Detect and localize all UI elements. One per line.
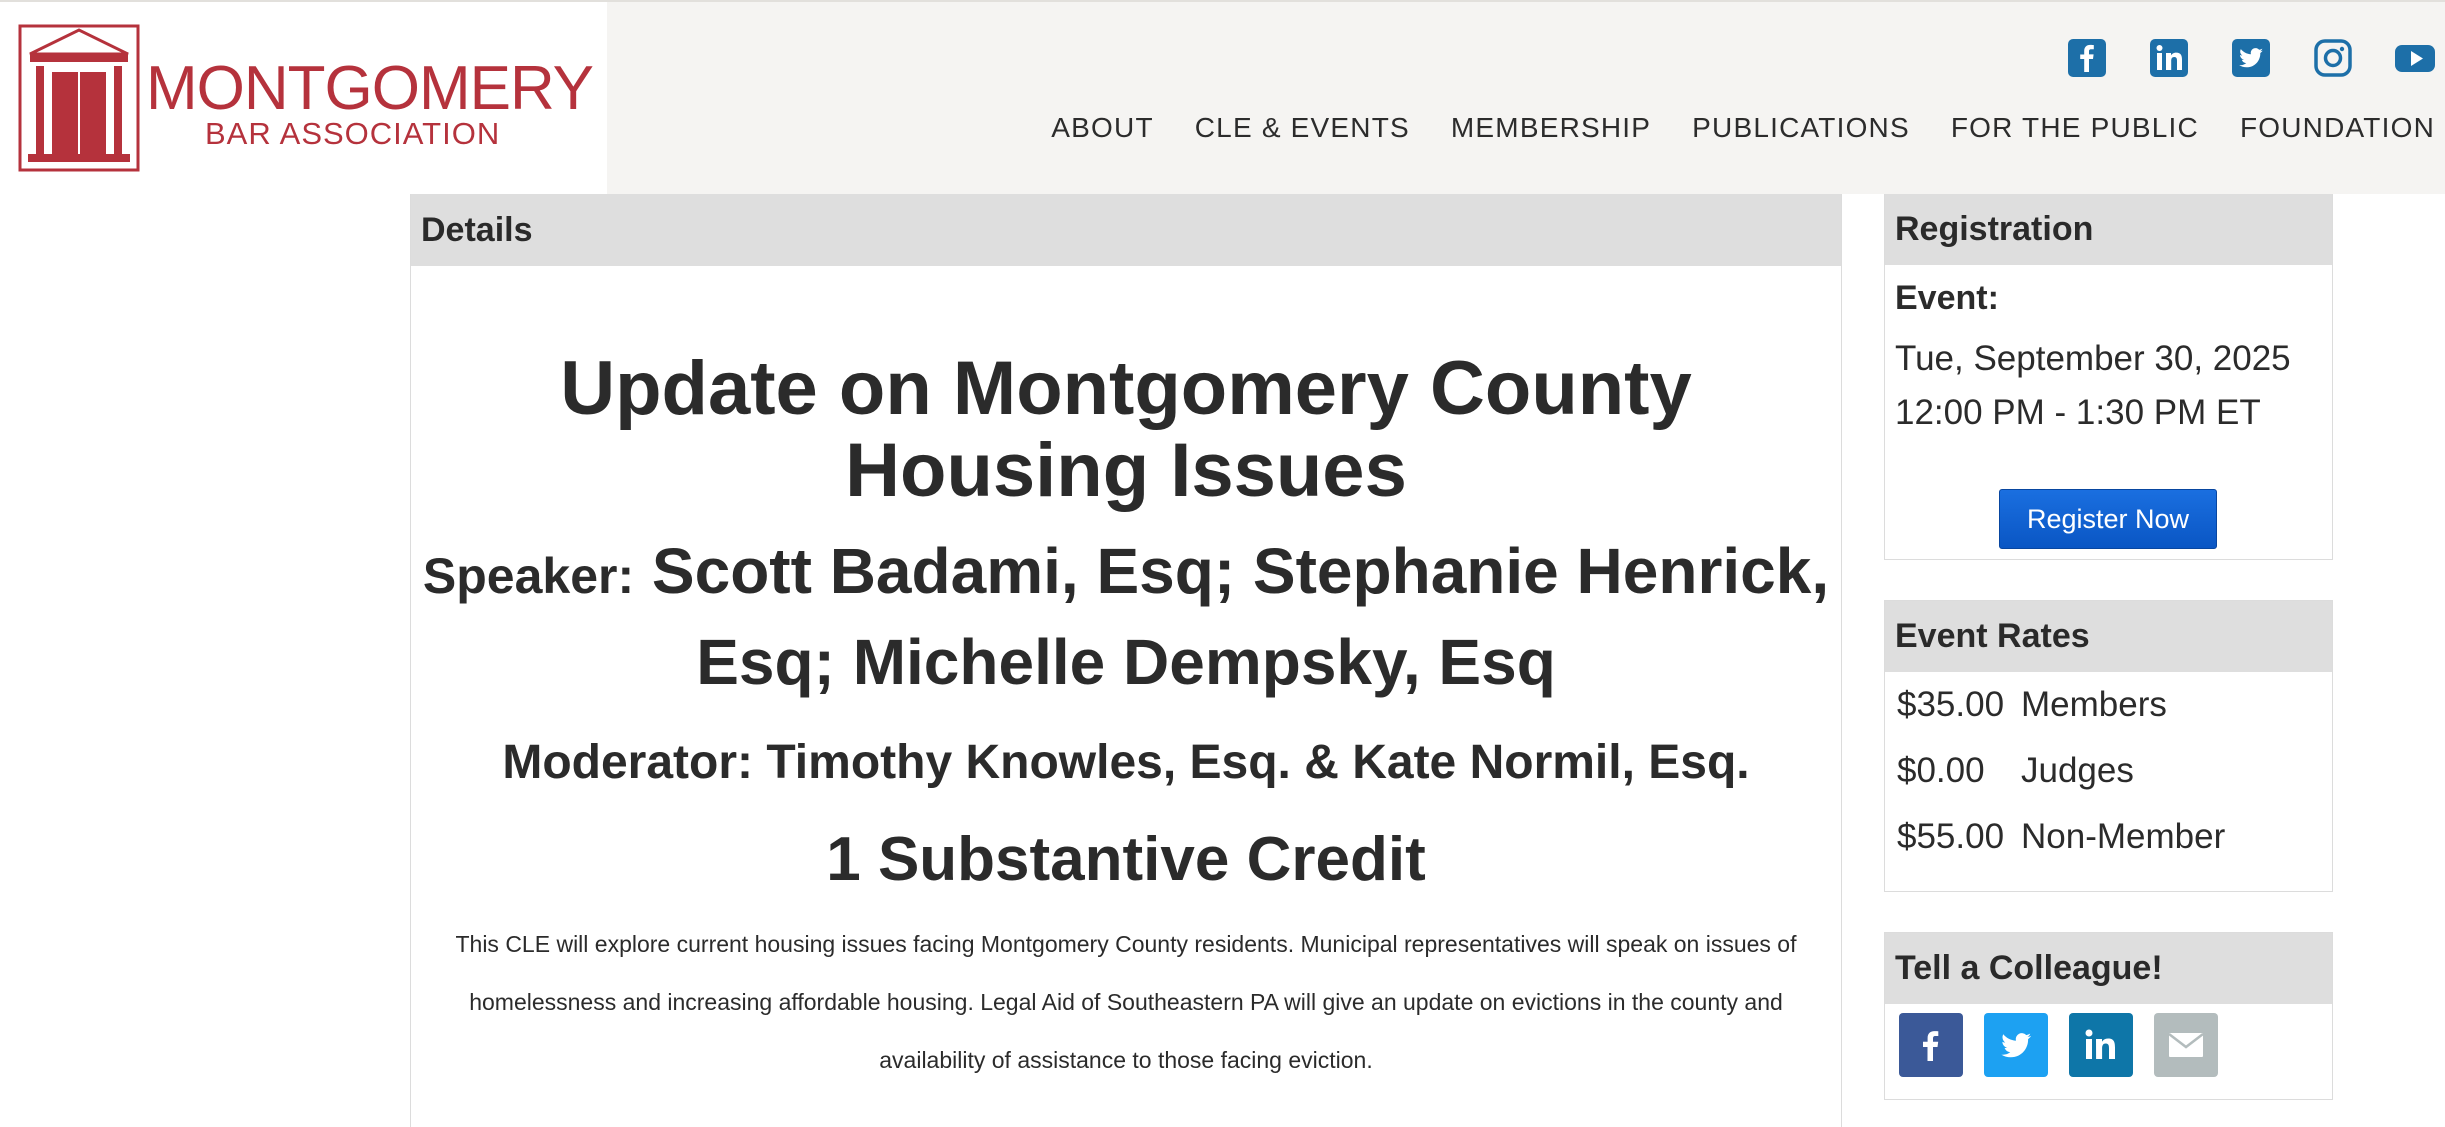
- site-header: [0, 0, 2445, 194]
- twitter-icon[interactable]: [2231, 38, 2271, 78]
- details-heading: Details: [411, 194, 1841, 266]
- share-twitter-button[interactable]: [1984, 1013, 2048, 1077]
- rate-row: [1885, 738, 2332, 804]
- site-logo[interactable]: [0, 2, 607, 194]
- event-date-time: [1895, 332, 2322, 440]
- event-rates-heading: Event Rates: [1885, 601, 2332, 672]
- linkedin-icon: [2081, 1025, 2121, 1065]
- rate-label: Members: [2021, 685, 2167, 724]
- linkedin-icon[interactable]: [2149, 38, 2189, 78]
- rate-label: Judges: [2021, 751, 2134, 790]
- instagram-icon[interactable]: [2313, 38, 2353, 78]
- courthouse-logo-icon: [18, 24, 140, 172]
- nav-publications[interactable]: PUBLICATIONS: [1692, 112, 1910, 143]
- event-description: This CLE will explore current housing issues facing Montgomery County residents. Municipal representatives will speak on issues of homelessness and increasing affordable housing. Legal Aid of Southeastern PA will give an update on evictions in the county and availability of assistance to those facing eviction.: [455, 931, 1797, 1073]
- rate-amount: $0.00: [1897, 751, 1985, 790]
- rate-amount: $35.00: [1897, 685, 2005, 724]
- youtube-icon[interactable]: [2395, 38, 2435, 78]
- register-now-button[interactable]: Register Now: [1999, 489, 2217, 549]
- registration-heading: Registration: [1885, 194, 2332, 265]
- share-linkedin-button[interactable]: [2069, 1013, 2133, 1077]
- speaker-names: Scott Badami, Esq; Stephanie Henrick, Esq; Michelle Dempsky, Esq: [651, 535, 1830, 698]
- event-moderator: Moderator: Timothy Knowles, Esq. & Kate Normil, Esq.: [502, 736, 1750, 789]
- speaker-label: Speaker:: [422, 548, 635, 604]
- nav-membership[interactable]: MEMBERSHIP: [1450, 112, 1652, 143]
- tell-a-colleague-heading: Tell a Colleague!: [1885, 933, 2332, 1004]
- facebook-icon[interactable]: [2067, 38, 2107, 78]
- registration-panel: [1884, 194, 2333, 560]
- nav-about[interactable]: ABOUT: [1051, 112, 1154, 143]
- twitter-icon: [1996, 1025, 2036, 1065]
- details-panel: [410, 194, 1842, 1127]
- event-date: Tue, September 30, 2025: [1895, 339, 2291, 378]
- registration-body: [1885, 265, 2332, 440]
- rate-amount: $55.00: [1897, 817, 2005, 856]
- share-buttons: [1885, 1013, 2332, 1077]
- logo-title: MONTGOMERY: [146, 54, 593, 123]
- share-facebook-button[interactable]: [1899, 1013, 1963, 1077]
- social-links: [2067, 38, 2435, 78]
- tell-a-colleague-panel: [1884, 932, 2333, 1100]
- event-rates-panel: [1884, 600, 2333, 892]
- event-label: Event:: [1895, 279, 1999, 317]
- rate-label: Non-Member: [2021, 817, 2226, 856]
- event-time: 12:00 PM - 1:30 PM ET: [1895, 393, 2261, 432]
- nav-foundation[interactable]: FOUNDATION: [2239, 112, 2435, 143]
- nav-cle-events[interactable]: CLE & EVENTS: [1194, 112, 1410, 143]
- logo-subtitle: BAR ASSOCIATION: [205, 116, 501, 151]
- facebook-icon: [1911, 1025, 1951, 1065]
- event-speakers: [421, 528, 1831, 705]
- nav-for-the-public[interactable]: FOR THE PUBLIC: [1950, 112, 2199, 143]
- rate-row: [1885, 804, 2332, 870]
- email-icon: [2166, 1025, 2206, 1065]
- rate-row: [1885, 672, 2332, 738]
- event-credit: 1 Substantive Credit: [826, 825, 1426, 894]
- share-email-button[interactable]: [2154, 1013, 2218, 1077]
- main-nav: [1051, 112, 2435, 144]
- event-title: Update on Montgomery County Housing Issues: [560, 346, 1692, 513]
- details-body: [411, 348, 1841, 1089]
